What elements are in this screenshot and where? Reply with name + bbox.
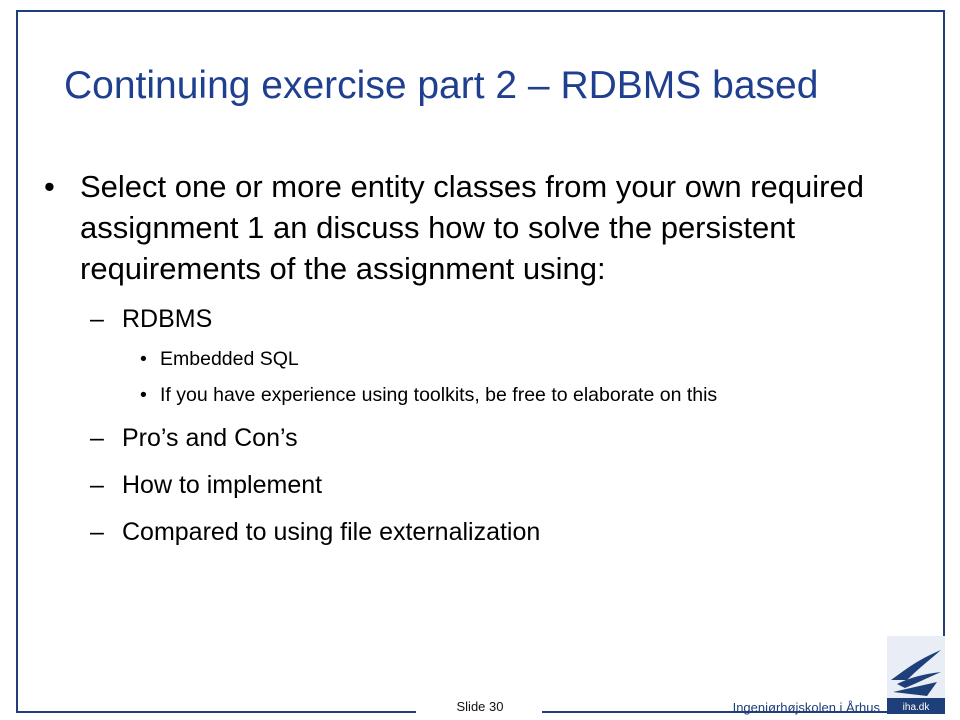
dash-icon: – xyxy=(90,471,104,499)
slide-title: Continuing exercise part 2 – RDBMS based xyxy=(64,64,819,107)
iha-logo-icon xyxy=(887,636,945,714)
sub-sub-bullet-embedded-sql xyxy=(38,346,918,372)
logo-text: iha.dk xyxy=(902,702,930,713)
slide-frame-left xyxy=(16,10,18,713)
sub-sub-bullet-text: If you have experience using toolkits, be free to elaborate on this xyxy=(160,384,718,406)
main-point-text: Select one or more entity classes from your own required assignment 1 an discuss how to solve the persistent requirements of the assignment using: xyxy=(80,169,864,286)
slide-number: Slide 30 xyxy=(456,699,504,714)
sub-bullet-compared xyxy=(38,516,918,549)
sub-bullet-pros-cons xyxy=(38,422,918,455)
organization-name: Ingeniørhøjskolen i Århus xyxy=(732,700,880,715)
sub-bullet-text: RDBMS xyxy=(122,305,213,333)
bullet-icon: • xyxy=(44,169,55,204)
dash-icon: – xyxy=(90,305,104,333)
sub-bullet-rdbms xyxy=(38,303,918,336)
sub-bullet-text: Compared to using file externalization xyxy=(122,518,541,546)
sub-bullet-text: Pro’s and Con’s xyxy=(122,424,298,452)
dash-icon: – xyxy=(90,518,104,546)
sub-bullet-text: How to implement xyxy=(122,471,323,499)
slide-body xyxy=(38,166,918,549)
sub-bullet-how-to-implement xyxy=(38,469,918,502)
slide-frame-top xyxy=(16,10,945,12)
sub-sub-bullet-toolkits xyxy=(38,382,918,408)
slide-frame-right xyxy=(943,10,945,713)
bullet-icon: • xyxy=(140,384,147,406)
dash-icon: – xyxy=(90,424,104,452)
sub-sub-bullet-text: Embedded SQL xyxy=(160,348,299,370)
bullet-icon: • xyxy=(140,348,147,370)
slide-frame-bottom-left xyxy=(16,711,416,713)
main-bullet xyxy=(38,166,918,289)
